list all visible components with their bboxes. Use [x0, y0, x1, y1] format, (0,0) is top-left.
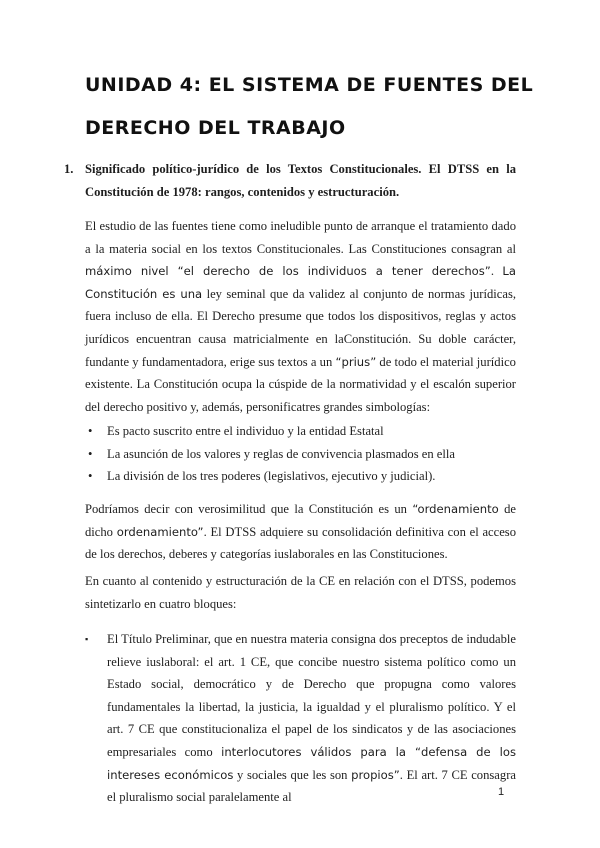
emphasis-maximo-nivel: máximo nivel “el derecho de los individuos a tener derechos”	[85, 264, 491, 279]
page-number: 1	[498, 786, 505, 798]
emphasis-ordenamiento-2: ordenamiento”	[116, 524, 204, 539]
block-titulo-preliminar	[85, 628, 516, 809]
unit-title-line-1: UNIDAD 4: EL SISTEMA DE FUENTES DEL	[85, 74, 534, 96]
paragraph-intro-text-2: .	[490, 264, 503, 279]
paragraph-intro-text-4: de todo el material jurídico existente. La Constitución ocupa la cúspide de la normatividad y el escalón superior del derecho positivo y, además, personificatres grandes simbologías:	[85, 354, 516, 414]
block-text-1: El Título Preliminar, que en nuestra materia consigna dos preceptos de indudable relieve iuslaboral: el art. 1 CE, que concibe nuestro sistema político como un Estado social, democrático y de Derecho que propugna como valores fundamentales la libertad, la justicia, la igualdad y el pluralismo político. Y el art. 7 CE que constitucionaliza el papel de los sindicatos y de las asociaciones empresariales como	[107, 632, 516, 759]
symbologies-list	[85, 420, 516, 488]
bullet-icon: •	[88, 424, 93, 438]
list-item-text: La asunción de los valores y reglas de convivencia plasmados en ella	[107, 446, 455, 461]
list-item-text: Es pacto suscrito entre el individuo y la entidad Estatal	[107, 424, 384, 438]
paragraph-intro	[85, 215, 516, 418]
emphasis-ordenamiento-1: “ordenamiento	[412, 502, 499, 516]
section-heading-text: Significado político-jurídico de los Textos Constitucionales. El DTSS en la Constitución de 1978: rangos, contenidos y estructuración.	[85, 162, 516, 199]
list-item-text: La división de los tres poderes (legislativos, ejecutivo y judicial).	[107, 469, 436, 484]
paragraph-ordenamiento-text-1: Podríamos decir con verosimilitud que la Constitución es un	[85, 502, 413, 516]
bullet-icon: •	[88, 446, 93, 461]
emphasis-prius: “prius”	[335, 354, 377, 369]
square-bullet-icon: ▪	[85, 634, 89, 644]
block-text-3: . El art. 7 CE consagra el pluralismo social paralelamente al	[107, 767, 516, 805]
block-titulo-preliminar-body	[107, 628, 516, 809]
list-item	[85, 443, 516, 466]
list-item	[85, 420, 516, 443]
paragraph-ordenamiento	[85, 498, 516, 566]
paragraph-intro-text-3: ley seminal que da validez al conjunto de normas jurídicas, fuera incluso de ella. El Derecho presume que todos los dispositivos, reglas y actos jurídicos encuentran causa matricialmente en laConstitución. Su doble carácter, fundante y fundamentadora, erige sus textos a un	[85, 286, 516, 369]
list-item	[85, 465, 516, 488]
emphasis-constitucion: La Constitución es una	[85, 264, 516, 301]
paragraph-intro-text-1: El estudio de las fuentes tiene como ineludible punto de arranque el tratamiento dado a la materia social en los textos Constitucionales. Las Constituciones consagran al	[85, 219, 516, 256]
paragraph-ordenamiento-text-2: de dicho	[85, 502, 516, 539]
section-number: 1.	[64, 162, 74, 176]
bullet-icon: •	[88, 469, 93, 484]
emphasis-propios: propios”	[351, 767, 400, 782]
unit-title-line-2: DERECHO DEL TRABAJO	[85, 117, 346, 139]
emphasis-interlocutores: interlocutores válidos para la “defensa de los intereses económicos	[107, 744, 516, 782]
paragraph-ordenamiento-text-3: . El DTSS adquiere su consolidación definitiva con el acceso de los derechos, deberes y categorías iuslaborales en las Constituciones.	[85, 524, 516, 562]
block-text-2: y sociales que les son	[233, 767, 352, 782]
paragraph-contenido: En cuanto al contenido y estructuración de la CE en relación con el DTSS, podemos sintetizarlo en cuatro bloques:	[85, 574, 516, 611]
